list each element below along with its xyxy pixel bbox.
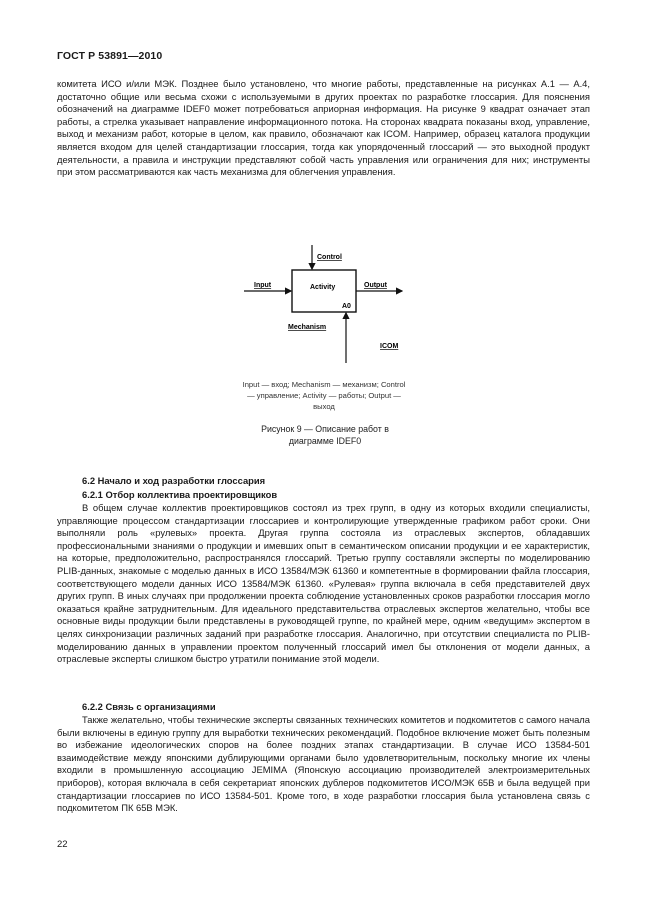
section-6-2-heading: 6.2 Начало и ход разработки глоссария bbox=[82, 475, 266, 486]
page-number: 22 bbox=[57, 839, 68, 850]
section-6-2-2-text: Также желательно, чтобы технические эксперты связанных технических комитетов и подкомитетов с самого начала были включены в единую группу для выработки технических рекомендаций. Подобное включение может быть полезным во избежание идеологических споров на более поздних этапах стандартизации. В случае ИСО 13584-501 взаимодействие между японскими дублирующими органами было удовлетворительным, поскольку многие их члены входили в промышленную ассоциацию JEMIMA (Японскую ассоциацию производителей электроизмерительных приборов), которая включала в себя секретариат японских дублеров подкомитетов ИСО/МЭК 65В и была ведущей при стандартизации глоссариев по ИСО 13584-501. Кроме того, в ходе разработки глоссария была установлена связь с подкомитетом ПК 65В МЭК. bbox=[57, 714, 590, 814]
figure-caption: Рисунок 9 — Описание работ в диаграмме IDEF0 bbox=[261, 424, 389, 446]
input-label: Input bbox=[254, 282, 272, 289]
figure-legend: Input — вход; Mechanism — механизм; Control — управление; Activity — работы; Output — выход bbox=[242, 380, 406, 411]
icom-label: ICOM bbox=[380, 343, 399, 350]
node-label: A0 bbox=[342, 303, 351, 310]
section-6-2-2-heading: 6.2.2 Связь с организациями bbox=[82, 701, 216, 712]
intro-paragraph: комитета ИСО и/или МЭК. Позднее было установлено, что многие работы, представленные на рисунках А.1 — А.4, достаточно общие или весьма схожи с используемыми в других проектах по разработке глоссария. Для пояснения обозначений на диаграмме IDEF0 может потребоваться априорная информация. На рисунке 9 квадрат означает этап работы, а стрелка указывает направление информационного потока. На сторонах квадрата показаны вход, управление, выход и механизм работ, которые в целом, как правило, обозначают как ICOM. Например, образец каталога продукции является входом для целей стандартизации глоссария, тогда как упорядоченный глоссарий — это выходной продукт деятельности, а правила и инструкции представляют собой часть управления или ограничения для них; инструменты при этом рассматриваются как часть механизма для облегчения управления. bbox=[57, 78, 590, 178]
control-label: Control bbox=[317, 254, 342, 261]
output-label: Output bbox=[364, 282, 387, 289]
idef0-diagram bbox=[230, 245, 430, 365]
page-header-title: ГОСТ Р 53891—2010 bbox=[57, 50, 163, 62]
section-6-2-1-text: В общем случае коллектив проектировщиков состоял из трех групп, в одну из которых входили специалисты, управляющие процессом стандартизации глоссариев и контролирующие утвержденные графиком работ сроки. Они выполняли роль «рулевых» проекта. Другая группа состояла из отраслевых экспертов, обладавших профессиональными знаниями о продукции и имевших опыт в семантическом описании продукции и ее характеристик, на которые, предположительно, распространялся глоссарий. Третью группу составляли эксперты по моделированию PLIB-данных, знакомые с моделью данных в ИСО 13584/МЭК 61360 и компетентные в формировании файла глоссария, соответствующего модели данных ИСО 13584/МЭК 61360. «Рулевая» группа включала в себя представителей двух других групп. В иных случаях при продолжении проекта соблюдение установленных сроков разработки глоссария могло оказаться крайне затруднительным. Для идеального представительства отраслевых экспертов желательно, чтобы все основные виды продукции были представлены в руководящей группе, по крайней мере, одним «ведущим» экспертом в целях синхронизации различных заданий при разработке глоссария. Аналогично, при отсутствии специалиста по PLIB-моделированию данных в управлении проектом полученный глоссарий имел бы отклонения от модели данных, а отраслевые эксперты слишком быстро утратили понимание этой модели. bbox=[57, 502, 590, 665]
activity-label: Activity bbox=[310, 284, 336, 291]
mechanism-label: Mechanism bbox=[288, 324, 327, 331]
section-6-2-1-heading: 6.2.1 Отбор коллектива проектировщиков bbox=[82, 489, 278, 500]
